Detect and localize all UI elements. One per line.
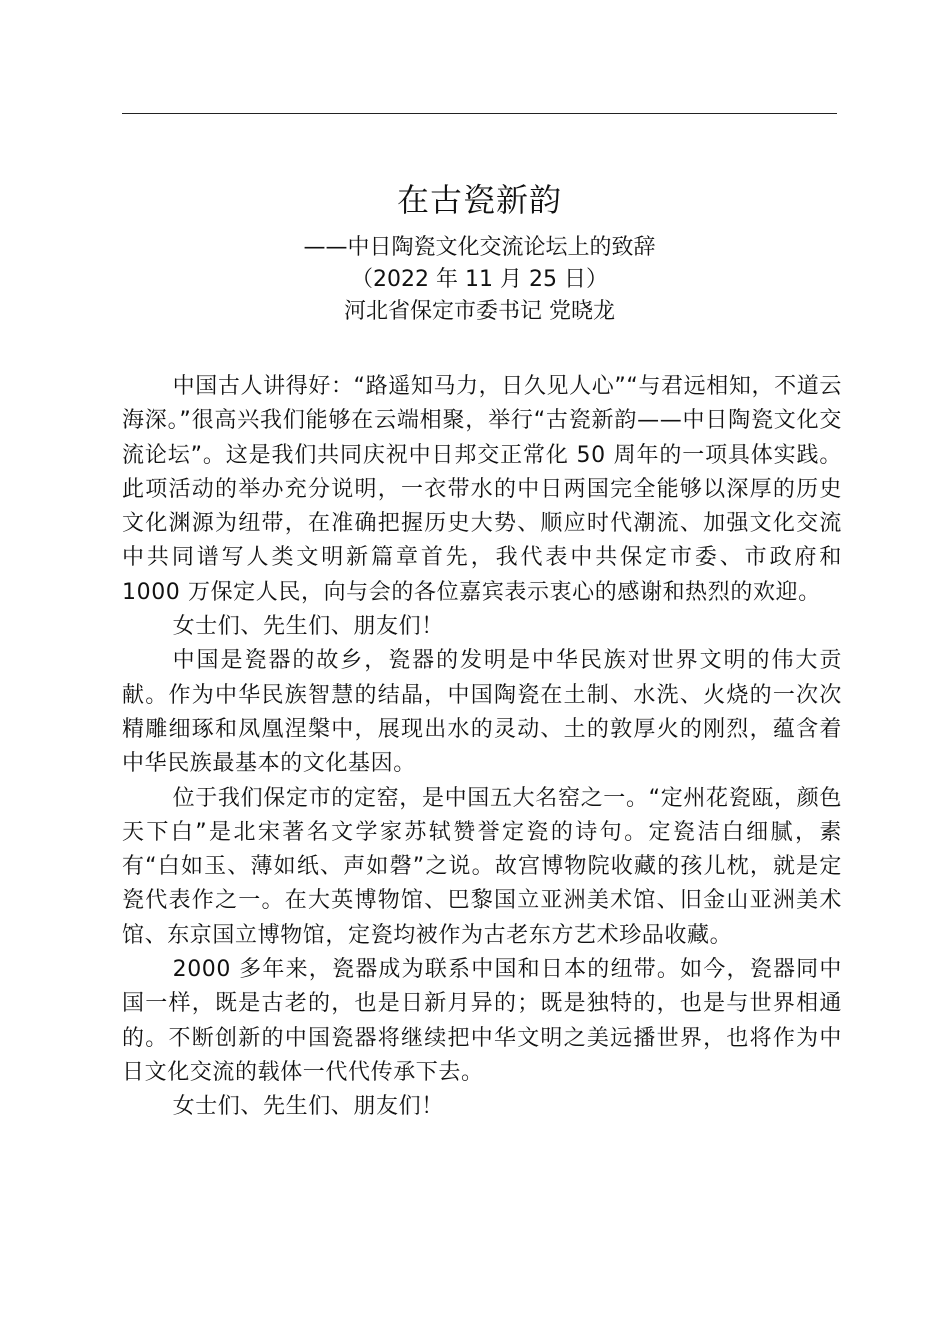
header-rule	[122, 113, 837, 114]
document-subtitle: ——中日陶瓷文化交流论坛上的致辞	[303, 235, 656, 260]
paragraph: 女士们、先生们、朋友们！	[172, 614, 444, 640]
paragraph: 中国是瓷器的故乡，瓷器的发明是中华民族对世界文明的伟大贡献。作为中华民族智慧的结晶，中国陶瓷在土制、水洗、火烧的一次次精雕细琢和凤凰涅槃中，展现出水的灵动、土的敦厚火的刚烈，蕴含着中华民族最基本的文化基因。	[122, 648, 842, 777]
document-date: （2022 年 11 月 25 日）	[351, 267, 608, 292]
document-author: 河北省保定市委书记 党晓龙	[344, 299, 615, 324]
paragraph: 2000 多年来，瓷器成为联系中国和日本的纽带。如今，瓷器同中国一样，既是古老的，也是日新月异的；既是独特的，也是与世界相通的。不断创新的中国瓷器将继续把中华文明之美远播世界，也将作为中日文化交流的载体一代代传承下去。	[122, 957, 842, 1085]
document-title: 在古瓷新韵	[396, 181, 562, 219]
paragraph: 中国古人讲得好：“路遥知马力，日久见人心”“与君远相知，不道云海深。”很高兴我们能够在云端相聚，举行“古瓷新韵——中日陶瓷文化交流论坛”。这是我们共同庆祝中日邦交正常化 50 周年的一项具体实践。此项活动的举办充分说明，一衣带水的中日两国完全能够以深厚的历史文化渊源为纽带，在准确把握历史大势、顺应时代潮流、加强文化交流中共同谱写人类文明新篇章首先，我代表中共保定市委、市政府和 1000 万保定人民，向与会的各位嘉宾表示衷心的感谢和热烈的欢迎。	[122, 374, 842, 605]
paragraph: 位于我们保定市的定窑，是中国五大名窑之一。“定州花瓷瓯，颜色天下白”是北宋著名文学家苏轼赞誉定瓷的诗句。定瓷洁白细腻，素有“白如玉、薄如纸、声如磬”之说。故宫博物院收藏的孩儿枕，就是定瓷代表作之一。在大英博物馆、巴黎国立亚洲美术馆、旧金山亚洲美术馆、东京国立博物馆，定瓷均被作为古老东方艺术珍品收藏。	[122, 785, 842, 948]
document-header	[122, 176, 837, 328]
paragraph: 女士们、先生们、朋友们！	[172, 1094, 444, 1120]
document-body	[122, 370, 842, 1125]
